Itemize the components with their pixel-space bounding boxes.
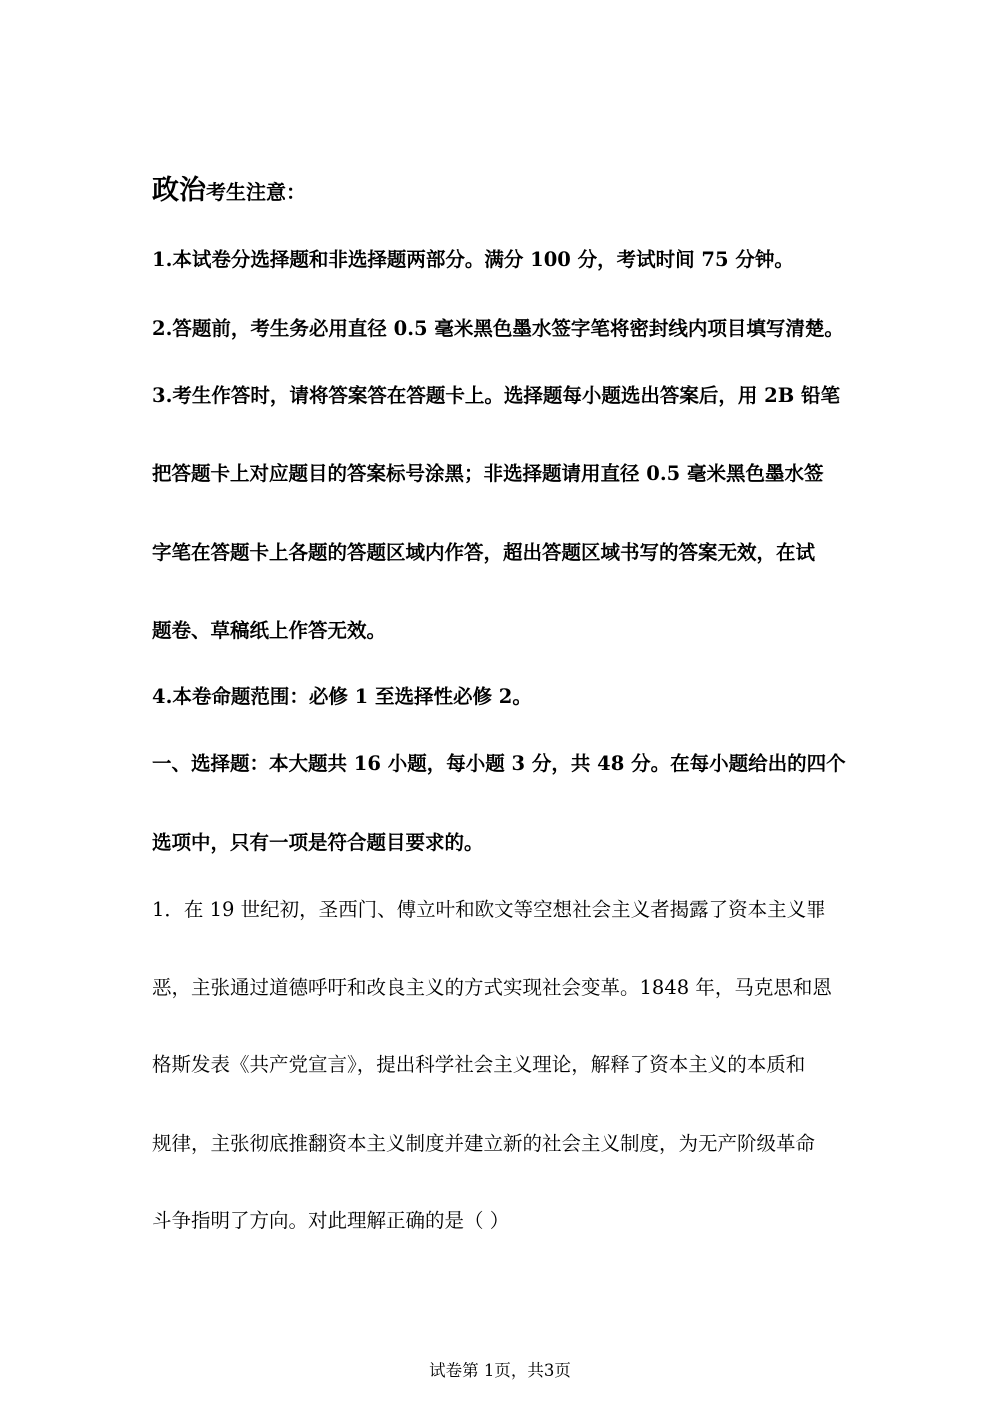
question-text-line: 规律，主张彻底推翻资本主义制度并建立新的社会主义制度，为无产阶级革命: [152, 1132, 816, 1155]
page-footer: 试卷第 1页，共3页: [429, 1361, 571, 1380]
instruction-line: 2.答题前，考生务必用直径 0.5 毫米黑色墨水签字笔将密封线内项目填写清楚。: [152, 317, 844, 340]
question-text-line: 恶，主张通过道德呼吁和改良主义的方式实现社会变革。1848 年，马克思和恩: [152, 976, 832, 999]
instruction-line: 题卷、草稿纸上作答无效。: [152, 619, 387, 642]
instruction-line: 1.本试卷分选择题和非选择题两部分。满分 100 分，考试时间 75 分钟。: [152, 248, 794, 271]
section-heading-line: 选项中，只有一项是符合题目要求的。: [152, 831, 484, 854]
page-title: [152, 168, 306, 207]
subject-title: 政治: [152, 175, 206, 206]
question-text-line: 格斯发表《共产党宣言》，提出科学社会主义理论，解释了资本主义的本质和: [152, 1053, 806, 1076]
instruction-line: 字笔在答题卡上各题的答题区域内作答，超出答题区域书写的答案无效，在试: [152, 541, 816, 564]
instruction-line: 把答题卡上对应题目的答案标号涂黑；非选择题请用直径 0.5 毫米黑色墨水签: [152, 462, 824, 485]
instruction-line: 3.考生作答时，请将答案答在答题卡上。选择题每小题选出答案后，用 2B 铅笔: [152, 384, 840, 407]
notice-heading: 考生注意：: [206, 180, 306, 204]
question-text-line: 斗争指明了方向。对此理解正确的是（ ）: [152, 1209, 510, 1232]
question-text-line: 1．在 19 世纪初，圣西门、傅立叶和欧文等空想社会主义者揭露了资本主义罪: [152, 898, 826, 921]
section-heading-line: 一、选择题：本大题共 16 小题，每小题 3 分，共 48 分。在每小题给出的四个: [152, 752, 846, 775]
instruction-line: 4.本卷命题范围：必修 1 至选择性必修 2。: [152, 685, 532, 708]
